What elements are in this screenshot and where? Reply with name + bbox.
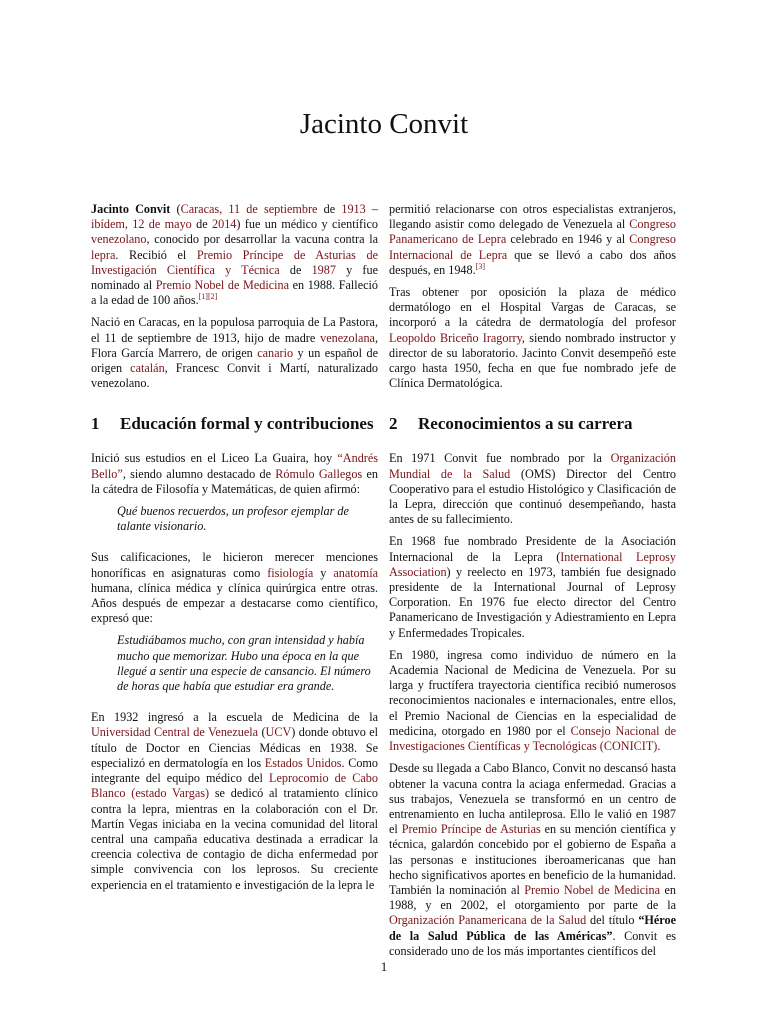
link-fisiologia[interactable]: fisiología — [267, 565, 314, 580]
section-title: Educación formal y contribuciones — [120, 414, 374, 434]
education-paragraph-2: Sus calificaciones, le hicieron merecer menciones honoríficas en asignaturas como fisiología y anatomía humana, clínica médica y clínica quirúrgica entre otras. Años después de empezar a destacarse como científico, expresó que: — [91, 550, 378, 626]
section-number: 1 — [91, 414, 100, 434]
citation-ref[interactable]: [3] — [475, 261, 485, 271]
dermatology-paragraph: Tras obtener por oposición la plaza de médico dermatólogo en el Hospital Vargas de Caracas, se incorporó a la cátedra de dermatología del profesor Leopoldo Briceño Iragorry, siendo nombrado instructor y director de su laboratorio. Jacinto Convit desempeñó este cargo hasta 1950, fecha en que fue nombrado jefe de Clínica Dermatológica. — [389, 285, 676, 391]
section-heading-education — [91, 413, 378, 434]
education-paragraph-1: Inició sus estudios en el Liceo La Guaira, hoy “Andrés Bello”, siendo alumno destacado de Rómulo Gallegos en la cátedra de Filosofía y Matemáticas, de quien afirmó: — [91, 451, 378, 496]
recognition-paragraph-2: En 1968 fue nombrado Presidente de la Asociación Internacional de la Lepra (International Leprosy Association) y reelecto en 1973, también fue designado presidente de la International Journal of Leprosy Corporation. En 1976 fue electo director del Centro Panamericano de Investigación y Adiestramiento en Lepra y Enfermedades Tropicales. — [389, 534, 676, 640]
link-caracas-date[interactable]: Caracas, 11 de septiembre — [180, 202, 318, 216]
link-2014[interactable]: 2014 — [212, 217, 237, 232]
title-heroe: “Héroe de la Salud Pública de las Américas” — [389, 913, 676, 943]
link-ucv[interactable]: Universidad Central de Venezuela — [91, 725, 259, 740]
link-leprocomio[interactable]: Leprocomio de Cabo Blanco (estado Vargas) — [91, 771, 378, 801]
intro-paragraph: Jacinto Convit (Caracas, 11 de septiembre de 1913 – ibídem, 12 de mayo de 2014) fue un médico y científico venezolano, conocido por desarrollar la vacuna contra la lepra. Recibió el Premio Príncipe de Asturias de Investigación Científica y Técnica de 1987 y fue nominado al Premio Nobel de Medicina en 1988. Falleció a la edad de 100 años.[1][2] — [91, 202, 378, 308]
link-ops[interactable]: Organización Panamericana de la Salud — [389, 913, 587, 928]
link-romulo-gallegos[interactable]: Rómulo Gallegos — [275, 466, 363, 481]
link-premio-asturias[interactable]: Premio Príncipe de Asturias — [401, 822, 541, 837]
link-premio-nobel[interactable]: Premio Nobel de Medicina — [155, 278, 290, 293]
right-column — [389, 202, 676, 966]
section-number: 2 — [389, 414, 398, 434]
link-venezolano[interactable]: venezolano — [91, 232, 147, 247]
recognition-paragraph-3: En 1980, ingresa como individuo de número en la Academia Nacional de Medicina de Venezuela. Por su larga y fructífera trayectoria científica recibió numerosos reconocimientos nacionales e internacionales, entre ellos, el Premio Nacional de Ciencias en la especialidad de medicina, otorgado en 1980 por el Consejo Nacional de Investigaciones Científicas y Tecnológicas (CONICIT). — [389, 647, 676, 754]
link-catalan[interactable]: catalán — [130, 361, 165, 376]
birth-paragraph: Nació en Caracas, en la populosa parroquia de La Pastora, el 11 de septiembre de 1913, hijo de madre venezolana, Flora García Marrero, de origen canario y un español de origen catalán, Francesc Convit i Martí, naturalizado venezolano. — [91, 315, 379, 391]
quote-gallegos: Qué buenos recuerdos, un profesor ejemplar de talante visionario. — [117, 504, 349, 534]
link-estados-unidos[interactable]: Estados Unidos — [264, 755, 342, 770]
link-congreso-panamericano[interactable]: Congreso Panamericano de Lepra — [389, 217, 676, 247]
link-ucv-abbr[interactable]: UCV — [265, 725, 292, 740]
link-canario[interactable]: canario — [257, 345, 294, 360]
link-premio-nobel-medicina[interactable]: Premio Nobel de Medicina — [524, 882, 661, 897]
link-1913[interactable]: 1913 — [341, 202, 366, 216]
link-congreso-internacional[interactable]: Congreso Internacional de Lepra — [389, 232, 676, 262]
link-ila[interactable]: International Leprosy Association — [389, 549, 676, 579]
quote-studies: Estudiábamos mucho, con gran intensidad y había mucho que memorizar. Hubo una época en la que llegué a sentir una especie de cansancio. El número de horas que había que estudiar era grande. — [117, 633, 371, 694]
subject-name: Jacinto Convit — [91, 202, 171, 216]
link-lepra[interactable]: lepra — [91, 247, 116, 262]
link-ibidem-date[interactable]: ibídem, 12 de mayo — [91, 217, 192, 232]
continuation-paragraph: permitió relacionarse con otros especialistas extranjeros, llegando asistir como delegado de Venezuela al Congreso Panamericano de Lepra celebrado en 1946 y al Congreso Internacional de Lepra que se llevó a cabo dos años después, en 1948.[3] — [389, 202, 676, 277]
left-column — [91, 202, 378, 900]
link-venezolana[interactable]: venezolana — [320, 330, 375, 345]
link-oms[interactable]: Organización Mundial de la Salud — [389, 451, 676, 481]
link-1987[interactable]: 1987 — [311, 262, 336, 277]
education-paragraph-3: En 1932 ingresó a la escuela de Medicina de la Universidad Central de Venezuela (UCV) donde obtuvo el título de Doctor en Ciencias Médicas en 1938. Se especializó en dermatología en los Estados Unidos. Como integrante del equipo médico del Leprocomio de Cabo Blanco (estado Vargas) se dedicó al tratamiento clínico contra la lepra, mientras en la colaboración con el Dr. Martín Vegas iniciaba en la vecina comunidad del litoral central una campaña educativa destinada a erradicar la creencia colectiva de contagio de dicha enfermedad por simple convivencia con los leprosos. Su creciente experiencia en el tratamiento e investigación de la lepra le — [91, 710, 379, 892]
link-conicit[interactable]: Consejo Nacional de Investigaciones Científicas y Tecnológicas (CONICIT) — [389, 723, 676, 754]
recognition-paragraph-1: En 1971 Convit fue nombrado por la Organización Mundial de la Salud (OMS) Director del Centro Cooperativo para el estudio Histológico y Clasificación de la Lepra, dirección que continuó desempeñando, hasta antes de su fallecimiento. — [389, 451, 676, 527]
citation-ref[interactable]: [1][2] — [198, 292, 218, 302]
link-premio-asturias-investigacion[interactable]: Premio Príncipe de Asturias de Investigación Científica y Técnica — [91, 247, 378, 277]
link-leopoldo-briceno[interactable]: Leopoldo Briceño Iragorry — [389, 330, 522, 345]
page-title: Jacinto Convit — [299, 108, 469, 140]
recognition-paragraph-4: Desde su llegada a Cabo Blanco, Convit no descansó hasta obtener la vacuna contra la aciaga enfermedad. Gracias a sus trabajos, Venezuela se transformó en un centro de entrenamiento en lucha antileprosa. Ello le valió en 1987 el Premio Príncipe de Asturias en su mención científica y técnica, galardón concebido por el gobierno de España a las personas e instituciones iberoamericanas que han hecho significativos aportes en beneficio de la humanidad. También la nominación al Premio Nobel de Medicina en 1988, y en 2002, el otorgamiento por parte de la Organización Panamericana de la Salud del título “Héroe de la Salud Pública de las Américas”. Convit es considerado uno de los más importantes científicos del — [389, 761, 677, 958]
page-number: 1 — [380, 959, 388, 974]
link-anatomia[interactable]: anatomía — [333, 565, 378, 580]
link-andres-bello[interactable]: “Andrés Bello” — [91, 451, 378, 481]
section-title: Reconocimientos a su carrera — [418, 414, 633, 434]
section-heading-recognition — [389, 413, 676, 434]
